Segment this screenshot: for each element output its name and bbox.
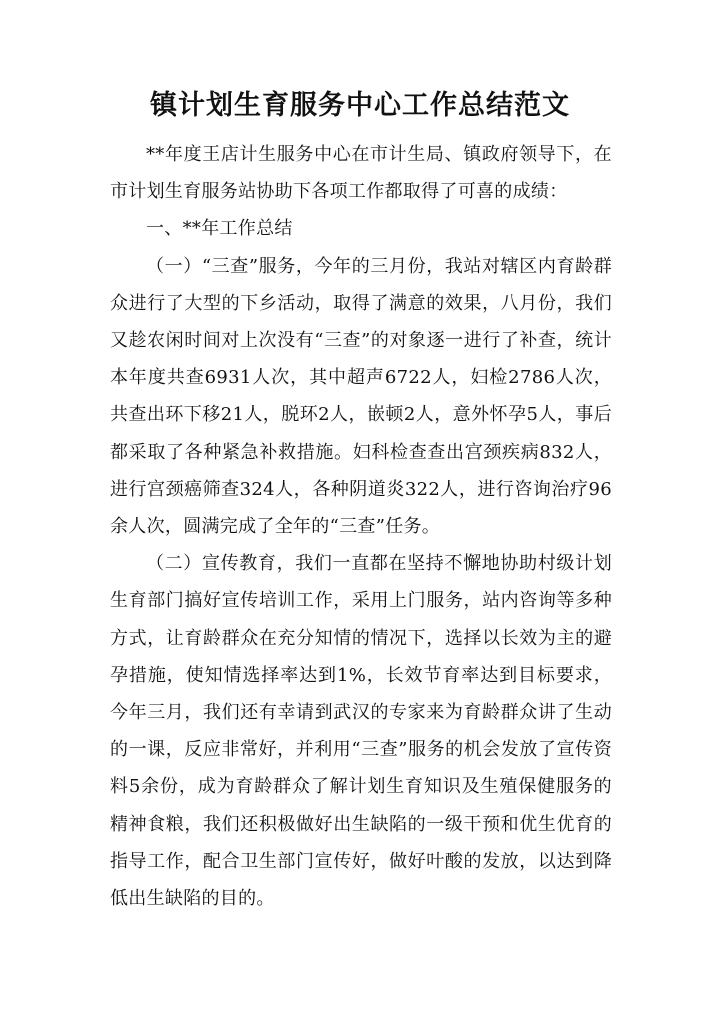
intro-paragraph: **年度王店计生服务中心在市计生局、镇政府领导下，在市计划生育服务站协助下各项工作都取得了可喜的成绩： xyxy=(110,144,612,203)
section-heading: 一、**年工作总结 xyxy=(146,218,293,240)
publicity-education-paragraph: （二）宣传教育，我们一直都在坚持不懈地协助村级计划生育部门搞好宣传培训工作，采用上门服务，站内咨询等多种方式，让育龄群众在充分知情的情况下，选择以长效为主的避孕措施，使知情选择率达到1%，长效节育率达到目标要求，今年三月，我们还有幸请到武汉的专家来为育龄群众讲了生动的一课，反应非常好，并利用“三查”服务的机会发放了宣传资料5余份，成为育龄群众了解计划生育知识及生殖保健服务的精神食粮，我们还积极做好出生缺陷的一级干预和优生优育的指导工作，配合卫生部门宣传好，做好叶酸的发放，以达到降低出生缺陷的目的。 xyxy=(110,553,612,910)
document-body xyxy=(110,136,612,917)
checkup-service-paragraph: （一）“三查”服务，今年的三月份，我站对辖区内育龄群众进行了大型的下乡活动，取得了满意的效果，八月份，我们又趁农闲时间对上次没有“三查”的对象逐一进行了补查，统计本年度共查6931人次，其中超声6722人，妇检2786人次，共查出环下移21人，脱环2人，嵌顿2人，意外怀孕5人，事后都采取了各种紧急补救措施。妇科检查查出宫颈疾病832人，进行宫颈癌筛查324人，各种阴道炎322人，进行咨询治疗96余人次，圆满完成了全年的“三查”任务。 xyxy=(110,255,612,538)
document-title: 镇计划生育服务中心工作总结范文 xyxy=(150,90,570,121)
